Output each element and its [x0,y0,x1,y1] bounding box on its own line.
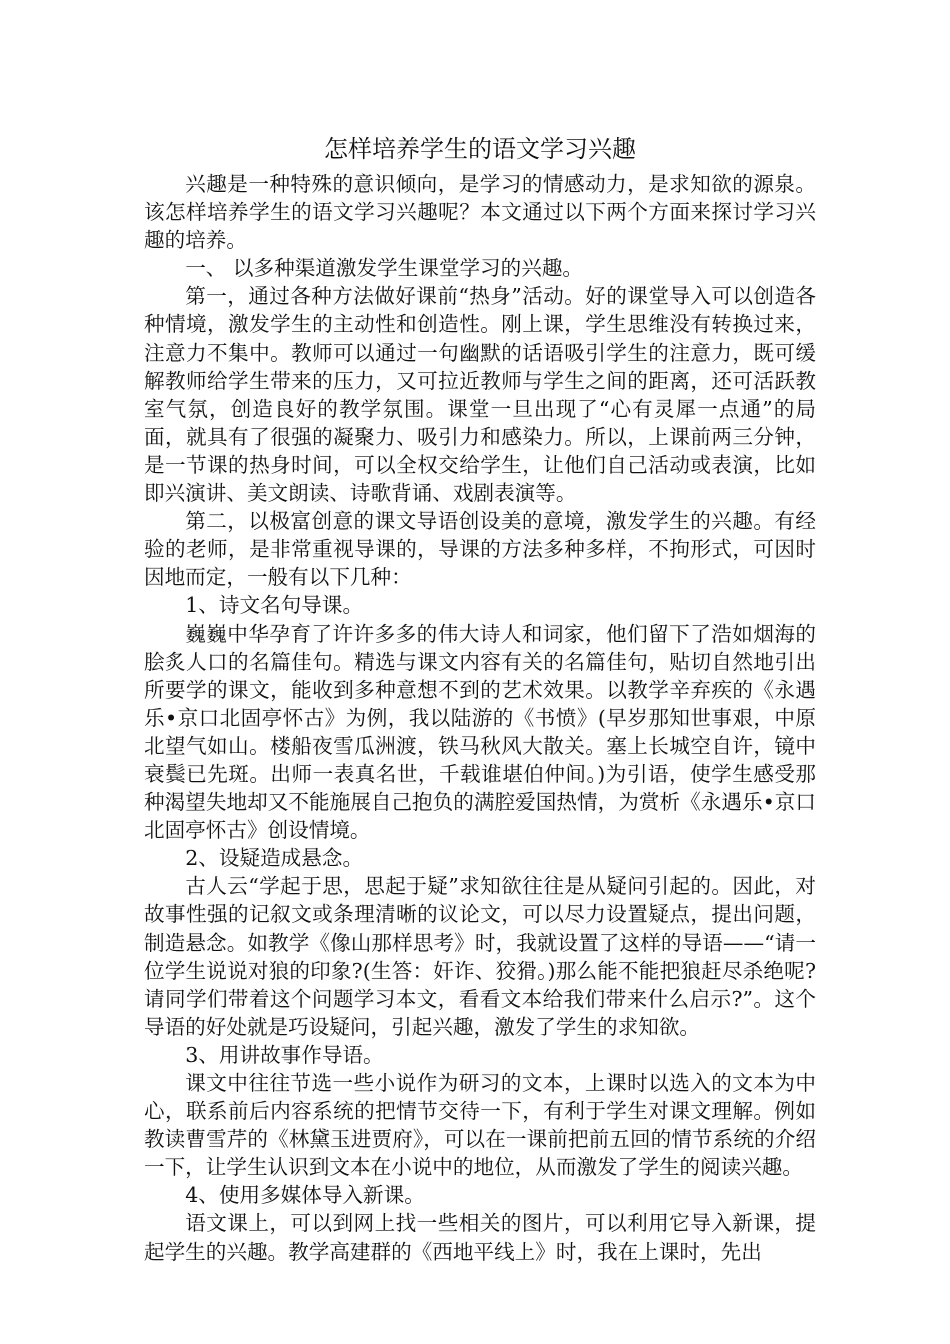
subheading-2: 2、设疑造成悬念。 [185,846,364,871]
subheading-4: 4、使用多媒体导入新课。 [185,1183,425,1208]
document-body [144,128,816,1266]
paragraph-second-method: 第二，以极富创意的课文导语创设美的意境，激发学生的兴趣。有经验的老师，是非常重视导课的，导课的方法多种多样，不拘形式，可因时因地而定，一般有以下几种： [144,509,816,590]
paragraph-story: 课文中往往节选一些小说作为研习的文本，上课时以选入的文本为中心，联系前后内容系统的把情节交待一下，有利于学生对课文理解。例如教读曹雪芹的《林黛玉进贾府》，可以在一课前把前五回的情节系统的介绍一下，让学生认识到文本在小说中的地位，从而激发了学生的阅读兴趣。 [144,1071,816,1180]
paragraph-first-method: 第一，通过各种方法做好课前“热身”活动。好的课堂导入可以创造各种情境，激发学生的主动性和创造性。刚上课，学生思维没有转换过来，注意力不集中。教师可以通过一句幽默的话语吸引学生的注意力，既可缓解教师给学生带来的压力，又可拉近教师与学生之间的距离，还可活跃教室气氛，创造良好的教学氛围。课堂一旦出现了“心有灵犀一点通”的局面，就具有了很强的凝聚力、吸引力和感染力。所以，上课前两三分钟，是一节课的热身时间，可以全权交给学生，让他们自己活动或表演，比如即兴演讲、美文朗读、诗歌背诵、戏剧表演等。 [144,284,816,506]
subheading-3: 3、用讲故事作导语。 [185,1042,384,1067]
paragraph-poetry-intro: 巍巍中华孕育了许许多多的伟大诗人和词家，他们留下了浩如烟海的脍炙人口的名篇佳句。精选与课文内容有关的名篇佳句，贴切自然地引出所要学的课文，能收到多种意想不到的艺术效果。以教学辛弃疾的《永遇乐•京口北固亭怀古》为例，我以陆游的《书愤》(早岁那知世事艰，中原北望气如山。楼船夜雪瓜洲渡，铁马秋风大散关。塞上长城空自许，镜中衰鬓已先斑。出师一表真名世，千载谁堪伯仲间。)为引语，使学生感受那种渴望失地却又不能施展自己抱负的满腔爱国热情，为赏析《永遇乐•京口北固亭怀古》创设情境。 [144,621,816,843]
document-title: 怎样培养学生的语文学习兴趣 [324,135,636,163]
paragraph-suspense: 古人云“学起于思，思起于疑”求知欲往往是从疑问引起的。因此，对故事性强的记叙文或条理清晰的议论文，可以尽力设置疑点，提出问题，制造悬念。如教学《像山那样思考》时，我就设置了这样的导语——“请一位学生说说对狼的印象?(生答：奸诈、狡猾。)那么能不能把狼赶尽杀绝呢?请同学们带着这个问题学习本文，看看文本给我们带来什么启示?”。这个导语的好处就是巧设疑问，引起兴趣，激发了学生的求知欲。 [144,874,816,1039]
paragraph-multimedia: 语文课上，可以到网上找一些相关的图片，可以利用它导入新课，提起学生的兴趣。教学高建群的《西地平线上》时，我在上课时，先出 [144,1211,816,1264]
subheading-1: 1、诗文名句导课。 [185,593,364,618]
intro-paragraph: 兴趣是一种特殊的意识倾向，是学习的情感动力，是求知欲的源泉。该怎样培养学生的语文学习兴趣呢？本文通过以下两个方面来探讨学习兴趣的培养。 [144,172,816,253]
section-heading-1: 一、 以多种渠道激发学生课堂学习的兴趣。 [185,256,584,281]
